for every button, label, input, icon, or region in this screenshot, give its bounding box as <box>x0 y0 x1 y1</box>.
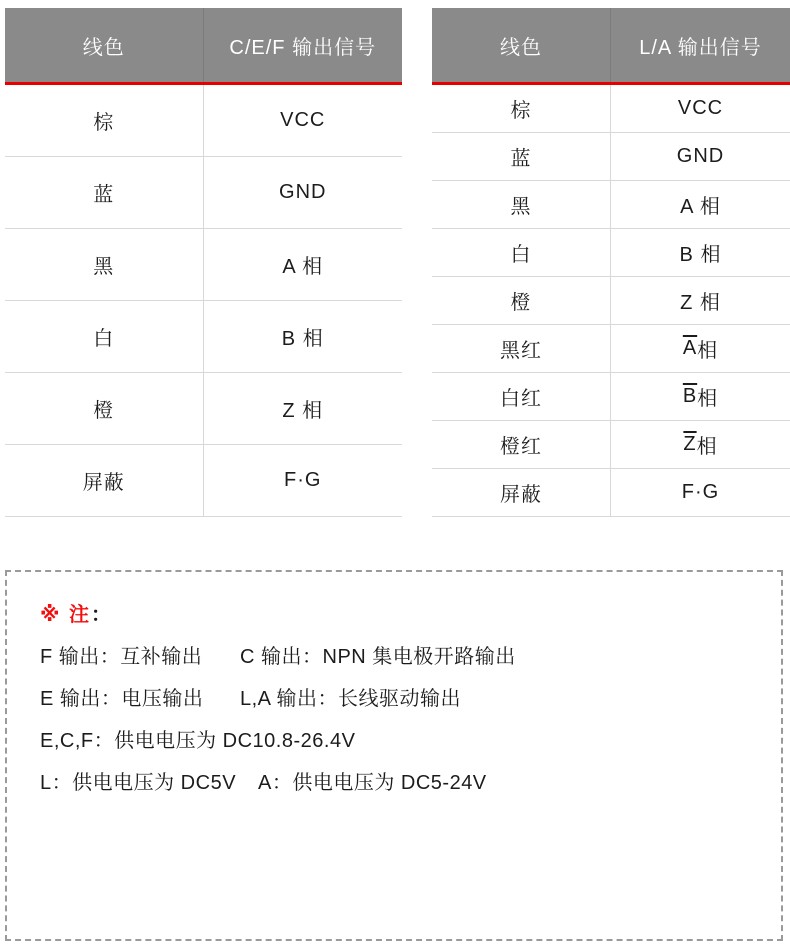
signal-overline: $\overline{B}$ <box>682 385 698 407</box>
signal-cell: Z 相 <box>282 400 324 422</box>
signal-text: Z 相 <box>680 292 721 314</box>
signal-cell: A 相 <box>282 256 324 278</box>
table-row <box>5 85 402 157</box>
table-row <box>5 157 402 229</box>
signal-text: 相 <box>697 340 719 362</box>
wire-color-cell: 橙红 <box>432 421 611 468</box>
signal-cell <box>611 373 790 420</box>
note-ecf-voltage: E,C,F：供电电压为 DC10.8-26.4V <box>40 730 356 752</box>
note-line-e-la <box>40 678 751 720</box>
table-la-header-color: 线色 <box>432 8 611 82</box>
table-row <box>432 133 790 181</box>
wire-color-cell: 橙 <box>5 373 204 444</box>
note-marker: ※ 注 <box>40 604 91 626</box>
table-row <box>5 229 402 301</box>
signal-text: B 相 <box>679 244 722 266</box>
table-row <box>5 445 402 517</box>
signal-cell <box>611 277 790 324</box>
signal-cell <box>611 85 790 132</box>
table-row <box>432 469 790 517</box>
table-row <box>5 301 402 373</box>
table-row <box>5 373 402 445</box>
wire-color-cell: 屏蔽 <box>5 445 204 516</box>
signal-cell: VCC <box>280 109 326 131</box>
table-row <box>432 229 790 277</box>
table-row <box>432 85 790 133</box>
note-line-f-c <box>40 636 751 678</box>
note-title <box>40 594 751 636</box>
note-l-voltage: L：供电电压为 DC5V <box>40 772 237 794</box>
wire-color-cell: 棕 <box>5 85 204 156</box>
signal-cell <box>611 325 790 372</box>
signal-text: VCC <box>677 97 724 119</box>
wire-color-cell: 黑 <box>432 181 611 228</box>
note-box <box>5 570 783 941</box>
table-row <box>432 421 790 469</box>
note-f-output: F 输出：互补输出 <box>40 646 203 668</box>
wire-color-cell: 蓝 <box>432 133 611 180</box>
table-cef-header-row <box>5 8 402 85</box>
table-cef-header-signal: C/E/F 输出信号 <box>229 36 377 59</box>
note-la-output: L,A 输出：长线驱动输出 <box>240 688 461 710</box>
signal-cell <box>611 229 790 276</box>
table-row <box>432 325 790 373</box>
wire-color-cell: 黑红 <box>432 325 611 372</box>
wire-color-cell: 蓝 <box>5 157 204 228</box>
signal-text: 相 <box>697 388 719 410</box>
table-row <box>432 181 790 229</box>
note-c-output: C 输出：NPN 集电极开路输出 <box>240 646 516 668</box>
signal-cell <box>611 133 790 180</box>
note-line-l-a-voltage <box>40 762 751 804</box>
signal-cell <box>611 469 790 516</box>
signal-overline: $\overline{A}$ <box>682 337 698 359</box>
table-la <box>432 8 790 517</box>
wire-color-cell: 橙 <box>432 277 611 324</box>
signal-cell <box>611 421 790 468</box>
table-cef-header-color: 线色 <box>5 8 204 82</box>
signal-overline: $\overline{Z}$ <box>683 433 697 455</box>
signal-text: 相 <box>696 436 718 458</box>
signal-text: F·G <box>681 481 720 503</box>
wire-color-cell: 黑 <box>5 229 204 300</box>
note-a-voltage: A：供电电压为 DC5-24V <box>258 772 487 794</box>
signal-cell: B 相 <box>281 328 324 350</box>
signal-cell <box>611 181 790 228</box>
note-colon: ： <box>91 604 113 626</box>
note-e-output: E 输出：电压输出 <box>40 688 204 710</box>
wire-color-cell: 白红 <box>432 373 611 420</box>
note-line-ecf-voltage <box>40 720 751 762</box>
table-la-header-row <box>432 8 790 85</box>
signal-text: GND <box>676 145 725 167</box>
wire-color-cell: 白 <box>5 301 204 372</box>
wire-color-cell: 白 <box>432 229 611 276</box>
table-cef <box>5 8 402 517</box>
signal-cell: GND <box>279 181 327 203</box>
wire-color-cell: 棕 <box>432 85 611 132</box>
signal-cell: F·G <box>284 469 322 491</box>
table-la-header-signal: L/A 输出信号 <box>639 36 762 59</box>
table-row <box>432 277 790 325</box>
wire-color-cell: 屏蔽 <box>432 469 611 516</box>
table-row <box>432 373 790 421</box>
signal-text: A 相 <box>680 196 721 218</box>
